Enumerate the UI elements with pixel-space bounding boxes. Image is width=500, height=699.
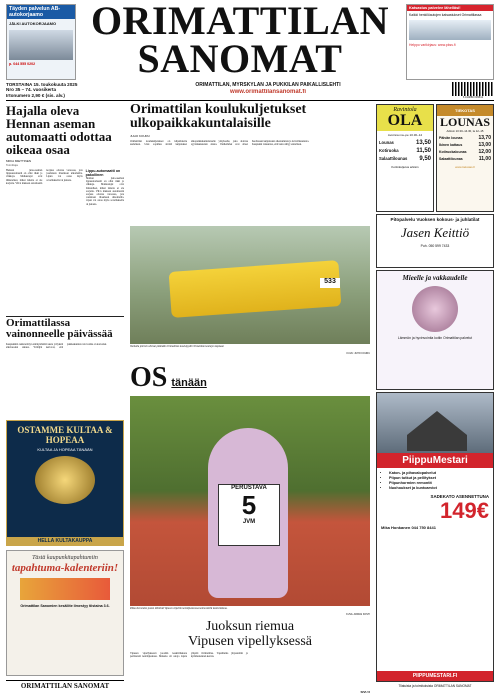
- pippumestari-offer: SADEKATO ASENNETTUNA: [430, 494, 489, 499]
- right-ad-footer: Helppo varikirjaus: www.pkss.fi: [409, 43, 456, 47]
- gold-jewelry-image: [35, 456, 95, 504]
- ravintola-ad[interactable]: [376, 104, 434, 212]
- lead-left-article: [6, 104, 124, 314]
- pitopalvelu-name: Jasen Keittiö: [400, 225, 470, 240]
- runner-headline-line1: Juoksun riemua: [205, 619, 295, 634]
- runner-bib-footer: JVM: [242, 519, 256, 525]
- small-article-body: Kaupunkiin rekisteröityi ennätysmäärä uusia yrityksiä alkuvuoden aikana. Yrittäjät kertovat, että paikkakunnan vetovoima on kasvanut.: [6, 343, 107, 350]
- lounas-row: [439, 142, 491, 149]
- main-body: Orimattilan koulukuljetukset on kilpailutettu uudelleen. Uusi sopimus siirtää kuljetukset ulkopaikkakuntalaiselle yritykselle, joka aloittaa syyslukukauden alusta. Vanhemmat ovat olleet huolissaan kuljetusten aikatauluista ja turvallisuudesta. Kaupunki vakuuttaa, että laatu säilyy ennallaan.: [130, 140, 309, 147]
- pippumestari-price: 149€: [440, 498, 489, 523]
- pitopalvelu-title: Pitopalvelu Vuoksen kokous- ja juhlatilat: [390, 217, 480, 222]
- lounas-price: 13,00: [478, 142, 491, 148]
- gold-ad-title: OSTAMME KULTAA & HOPEAA: [17, 425, 113, 445]
- vakkaudelle-image: [412, 286, 458, 332]
- lounas-label: Ikinen kattaus: [439, 143, 463, 147]
- bus-number: 533: [320, 278, 340, 288]
- left-ad-phone: p. 044 555 0202: [9, 62, 36, 66]
- lounas-footer: www.tiekotas.fi: [455, 165, 475, 169]
- calendar-ad-text: Orimattilan Sanomien kesäliite ilmestyy tiistaina 3.6.: [20, 604, 110, 608]
- os-tanaan-title: OS: [130, 362, 168, 393]
- pippumestari-bullet: • Piipunhormien remontit: [389, 481, 489, 486]
- pippumestari-contact: Mika Honkanen 044 750 8441: [381, 525, 436, 530]
- left-masthead-ad[interactable]: [6, 4, 76, 80]
- pippumestari-bullet: • Nuohoukset ja kuntoarviot: [389, 486, 489, 491]
- ravintola-price-list: [377, 139, 433, 163]
- lounas-price: 12,00: [478, 149, 491, 155]
- lounas-ad[interactable]: [436, 104, 494, 212]
- ravintola-price: 11,50: [416, 148, 431, 154]
- calendar-ad-image: [20, 578, 110, 600]
- school-bus: [169, 260, 342, 318]
- ravintola-label: Lounas: [379, 140, 394, 145]
- pippumestari-ad[interactable]: [376, 392, 494, 682]
- runner-caption: Pikku Keromäen juoksi lähtiöstä Vipusen viipellin kenttäjuoksussa kolmostiellä keskiviikkona.: [130, 607, 228, 610]
- ravintola-row: [379, 139, 431, 147]
- ravintola-logo-top: Ravintola: [393, 107, 417, 113]
- pippumestari-bullet: • Katon- ja pihavalopalvelut: [389, 471, 489, 476]
- vakkaudelle-title: Mieelle ja vakkaudelle: [402, 274, 468, 282]
- pippumestari-web[interactable]: PIIPPUMESTARI.FI: [377, 671, 493, 681]
- house-roof: [407, 411, 467, 451]
- pippumestari-bullet: • Piipun tutkut ja pellitykset: [389, 476, 489, 481]
- small-article: [6, 318, 124, 418]
- ravintola-logo-name: OLA: [387, 112, 423, 129]
- lead-left-body: Hennan juna-aseman lippuautomaatti on ollut rikki jo viikkoja. Matkustajat ovat ihmetelleet, miksi laitetta ei ole korjattu. VR:n mukaan automaatin korjaus odottaa varaosaa, jota joudutaan tilaamaan ulkomailta. Lipun voi ostaa myös sovelluksella tai junasta.: [6, 169, 83, 185]
- calendar-ad-subtitle: tapahtuma-kalenteriin!: [11, 562, 119, 574]
- left-ad-title: Täyden palvelun AB-autokorjaamo: [7, 5, 75, 19]
- runner-page-ref[interactable]: SIVU 6: [360, 690, 370, 694]
- lounas-label: Salaattilounas: [439, 157, 463, 161]
- vakkaudelle-ad[interactable]: [376, 270, 494, 390]
- lounas-label: Päivän lounas: [439, 136, 463, 140]
- issue-number: Nro 35 – 74. vuosikerta: [6, 87, 57, 93]
- lead-left-sidebar-body: Hennan juna-aseman lippuautomaatti on ollut rikki jo viikkoja. Matkustajat ovat ihmetelleet, miksi laitetta ei ole korjattu. VR:n mukaan automaatin korjaus odottaa varaosaa, jota joudutaan tilaamaan ulkomailta. Lipun voi ostaa myös sovelluksella tai junasta.: [85, 177, 124, 206]
- main-headline: Orimattilan koulukuljetukset ulkopaikkakuntalaisille: [130, 103, 307, 131]
- left-divider-1: [6, 316, 124, 317]
- lounas-title: LOUNAS: [439, 115, 490, 129]
- main-photo-caption: Vanhalla piirtoin olisivat pitämään Orimattilan koulukyydit Orimattilan koulujen lapsiaan: [130, 345, 224, 348]
- calendar-ad[interactable]: [6, 550, 124, 676]
- masthead-url[interactable]: www.orimattilansanomat.fi: [229, 89, 307, 95]
- os-tanaan-subtitle: tänään: [171, 377, 207, 389]
- issue-info: [6, 82, 126, 98]
- lounas-brand: TIEKOTAS: [437, 105, 493, 116]
- runner-bib-number: 5: [241, 490, 257, 520]
- issue-date: TORSTAINA 15. toukokuuta 2025: [6, 82, 78, 87]
- lounas-label: Kotiruokalounas: [439, 150, 467, 154]
- main-byline: JUHO KOURU: [130, 134, 150, 138]
- right-ad-text: Kaikki henkilöautojen katsastukset Orimattilassa: [409, 13, 482, 17]
- gold-ad-footer: HELLA KULTAKAUPPA: [7, 537, 123, 545]
- masthead-line1: ORIMATTILAN: [90, 2, 390, 43]
- runner-bib: [218, 484, 280, 546]
- lead-left-sidebar-title: Lippu-automaatti on pakollinen: [85, 169, 121, 177]
- ravintola-logo: [377, 105, 433, 131]
- runner-body: Vipusen vipellyksessä juostiin keskiviikkona perinteistä kenttäjuoksua. Mukana oli satoja lapsia ympäri Orimattilaa. Tapahtuma järjestettiin jo kymmenennen kerran.: [130, 652, 248, 659]
- main-photo: [130, 226, 370, 344]
- gold-ad-subtitle: KULTAA JA HOPEAA TÄNÄÄN: [37, 447, 93, 452]
- small-article-headline: Orimattilassa vainonneelle päivässää: [6, 318, 113, 340]
- ravintola-row: [379, 147, 431, 155]
- pitopalvelu-ad[interactable]: [376, 214, 494, 268]
- lounas-row: [439, 149, 491, 156]
- footer-logo: ORIMATTILAN SANOMAT: [6, 680, 124, 690]
- lounas-row: [439, 156, 491, 163]
- masthead-line2: SANOMAT: [137, 36, 343, 78]
- ravintola-label: Kotiruoka: [379, 148, 399, 153]
- issue-price: Irtonumero 2,90 € (sis. alv.): [6, 92, 65, 98]
- pitopalvelu-phone: Puh. 050 599 7433: [420, 244, 450, 248]
- lounas-row: [439, 135, 491, 142]
- lead-left-headline: Hajalla oleva Hennan aseman automaatti odottaa oikeaa osaa: [6, 104, 112, 157]
- pippumestari-title: PiippuMestari: [377, 453, 493, 468]
- os-tanaan-block: [130, 362, 370, 396]
- barcode: [452, 82, 494, 96]
- katsastus-photo: [409, 20, 491, 40]
- car-photo: [9, 30, 73, 60]
- lounas-price: 11,00: [478, 156, 491, 162]
- runner-headline-line2: Vipusen vipellyksessä: [188, 634, 312, 649]
- right-ad-title: Katsastus palvelee lähelläsi!: [407, 5, 493, 11]
- ravintola-date: Avoinna ma–pe 10.30–14: [387, 133, 423, 137]
- lounas-hours: Arkisin 10.30–14.30, la 12–15: [446, 129, 484, 133]
- barcode-number: 6 414880 009512: [462, 96, 484, 99]
- vakkaudelle-text: Lämmön ja hyvinvointia kotiin Orimattilan palvelut: [397, 336, 473, 340]
- lounas-price: 13,70: [478, 135, 491, 141]
- left-ad-name: JÄLKI AUTOKORJAAMO: [9, 21, 57, 26]
- runner-bib-text: PERUSTAVA: [231, 485, 267, 491]
- ravintola-label: Salaattilounas: [379, 156, 408, 161]
- ravintola-footer: Kotiinkuljetus arkisin: [391, 165, 419, 169]
- masthead-title: [80, 2, 400, 78]
- pippumestari-photo: [377, 393, 493, 453]
- ravintola-price: 9,50: [419, 156, 431, 162]
- calendar-ad-title: Tästä kaupunkitapahtumiin: [32, 555, 98, 561]
- runner-headline: [130, 619, 370, 649]
- lead-left-byline: MIIKA MIETTINEN: [6, 159, 32, 163]
- runner-photo: [130, 396, 370, 606]
- masthead-divider: [6, 100, 494, 101]
- masthead-slogan: ORIMATTILAN, MYRSKYLÄN JA PUKKILAN PAIKALLISLEHTI: [195, 82, 341, 88]
- ravintola-price: 13,50: [415, 140, 431, 146]
- gold-ad[interactable]: [6, 420, 124, 546]
- right-masthead-ad[interactable]: [406, 4, 494, 80]
- lead-left-byline-role: Toimittaja: [6, 163, 18, 167]
- ravintola-row: [379, 155, 431, 163]
- pippumestari-bullet-list: [381, 471, 489, 491]
- main-photo-credit: KUVA: JUHO KOURU: [346, 352, 370, 355]
- runner-credit: KUVA: ARMAS KOSTI: [346, 613, 370, 616]
- lounas-price-list: [437, 135, 493, 163]
- footer-right: Tilatuista ja toimituksista ORIMATTILAN SANOMAT: [398, 684, 472, 688]
